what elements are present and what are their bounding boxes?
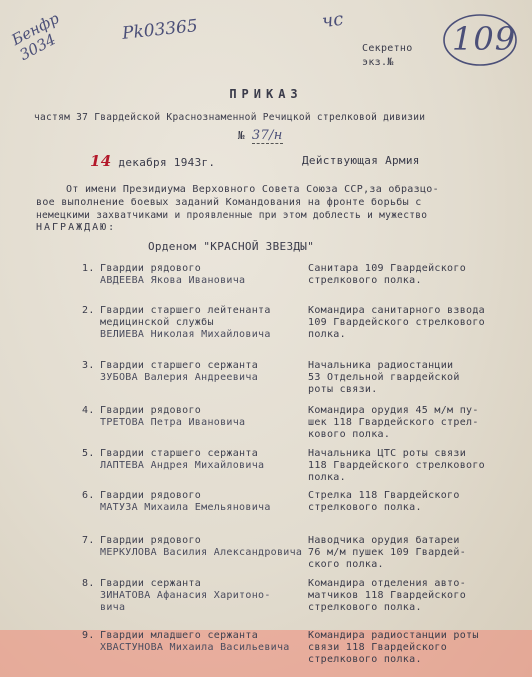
entry-rank: Гвардии рядового bbox=[100, 263, 202, 274]
entry-name: ЗИНАТОВА Афанасия Харитоно- bbox=[100, 590, 271, 601]
entry-position: Командира санитарного взвода bbox=[308, 305, 485, 316]
entry-name: вича bbox=[100, 602, 126, 613]
archive-number-circle bbox=[440, 12, 520, 68]
preamble-line-4: НАГРАЖДАЮ: bbox=[36, 222, 117, 233]
entry-position: 53 Отдельной гвардейской bbox=[308, 372, 460, 383]
entry-number: 6. bbox=[82, 490, 95, 501]
order-number-prefix: № bbox=[238, 129, 245, 142]
order-number bbox=[238, 128, 283, 143]
entry-position: Начальника ЦТС роты связи bbox=[308, 448, 467, 459]
entry-rank: Гвардии старшего сержанта bbox=[100, 360, 259, 371]
entry-rank: Гвардии младшего сержанта bbox=[100, 630, 259, 641]
entry-position: ского полка. bbox=[308, 559, 384, 570]
order-date bbox=[90, 152, 215, 170]
entry-position: роты связи. bbox=[308, 384, 378, 395]
copy-number-label: экз.№ bbox=[362, 57, 394, 68]
entry-position: Командира радиостанции роты bbox=[308, 630, 479, 641]
handwritten-top-note: чс bbox=[320, 8, 345, 33]
entry-position: стрелкового полка. bbox=[308, 502, 422, 513]
entry-number: 3. bbox=[82, 360, 95, 371]
entry-position: стрелкового полка. bbox=[308, 275, 422, 286]
classification-label: Секретно bbox=[362, 43, 413, 54]
document-title: ПРИКАЗ bbox=[229, 87, 303, 101]
entry-position: Санитара 109 Гвардейского bbox=[308, 263, 467, 274]
entry-position: Наводчика орудия батареи bbox=[308, 535, 460, 546]
preamble-line-2: вое выполнение боевых заданий Командования на фронте борьбы с bbox=[36, 197, 422, 208]
entry-name: ЗУБОВА Валерия Андреевича bbox=[100, 372, 259, 383]
entry-position: кового полка. bbox=[308, 429, 391, 440]
entry-position: 76 м/м пушек 109 Гвардей- bbox=[308, 547, 467, 558]
entry-rank: Гвардии сержанта bbox=[100, 578, 202, 589]
place-label: Действующая Армия bbox=[302, 154, 420, 167]
entry-rank: Гвардии рядового bbox=[100, 405, 202, 416]
entry-name: АВДЕЕВА Якова Ивановича bbox=[100, 275, 246, 286]
entry-position: 118 Гвардейского стрелкового bbox=[308, 460, 485, 471]
entry-name: МАТУЗА Михаила Емельяновича bbox=[100, 502, 271, 513]
entry-rank: Гвардии рядового bbox=[100, 490, 202, 501]
entry-number: 8. bbox=[82, 578, 95, 589]
handwritten-number: Pk03365 bbox=[121, 16, 199, 44]
date-day: 14 bbox=[90, 152, 112, 170]
entry-position: связи 118 Гвардейского bbox=[308, 642, 448, 653]
entry-rank: Гвардии рядового bbox=[100, 535, 202, 546]
entry-number: 1. bbox=[82, 263, 95, 274]
entry-position: стрелкового полка. bbox=[308, 602, 422, 613]
preamble-line-1: От имени Президиума Верховного Совета Союза ССР,за образцо- bbox=[66, 184, 439, 195]
entry-position: стрелкового полка. bbox=[308, 654, 422, 665]
order-number-value: 37/н bbox=[251, 128, 283, 143]
entry-position: Стрелка 118 Гвардейского bbox=[308, 490, 460, 501]
entry-name: ВЕЛИЕВА Николая Михайловича bbox=[100, 329, 271, 340]
entry-rank: Гвардии старшего лейтенанта bbox=[100, 305, 271, 316]
entry-position: Командира отделения авто- bbox=[308, 578, 467, 589]
entry-number: 5. bbox=[82, 448, 95, 459]
award-name: Орденом "КРАСНОЙ ЗВЕЗДЫ" bbox=[148, 240, 315, 253]
entry-name: ХВАСТУНОВА Михаила Васильевича bbox=[100, 642, 290, 653]
entry-position: матчиков 118 Гвардейского bbox=[308, 590, 467, 601]
entry-name: ЛАПТЕВА Андрея Михайловича bbox=[100, 460, 265, 471]
preamble-line-3: немецкими захватчиками и проявленные при этом доблесть и мужество bbox=[36, 210, 428, 221]
date-rest: декабря 1943г. bbox=[118, 156, 216, 169]
archive-number: 109 bbox=[452, 20, 517, 58]
document-subtitle: частям 37 Гвардейской Краснознаменной Речицкой стрелковой дивизии bbox=[34, 112, 426, 123]
entry-position: 109 Гвардейского стрелкового bbox=[308, 317, 485, 328]
entry-position: Начальника радиостанции bbox=[308, 360, 454, 371]
entry-position: шек 118 Гвардейского стрел- bbox=[308, 417, 479, 428]
entry-name: ТРЕТОВА Петра Ивановича bbox=[100, 417, 246, 428]
handwritten-left-note: Бенфр 3034 bbox=[8, 9, 63, 65]
entry-rank: медицинской службы bbox=[100, 317, 214, 328]
entry-number: 9. bbox=[82, 630, 95, 641]
entry-position: полка. bbox=[308, 472, 346, 483]
entry-position: полка. bbox=[308, 329, 346, 340]
entry-number: 2. bbox=[82, 305, 95, 316]
entry-number: 7. bbox=[82, 535, 95, 546]
entry-rank: Гвардии старшего сержанта bbox=[100, 448, 259, 459]
entry-number: 4. bbox=[82, 405, 95, 416]
entry-name: МЕРКУЛОВА Василия Александровича bbox=[100, 547, 303, 558]
entry-position: Командира орудия 45 м/м пу- bbox=[308, 405, 479, 416]
